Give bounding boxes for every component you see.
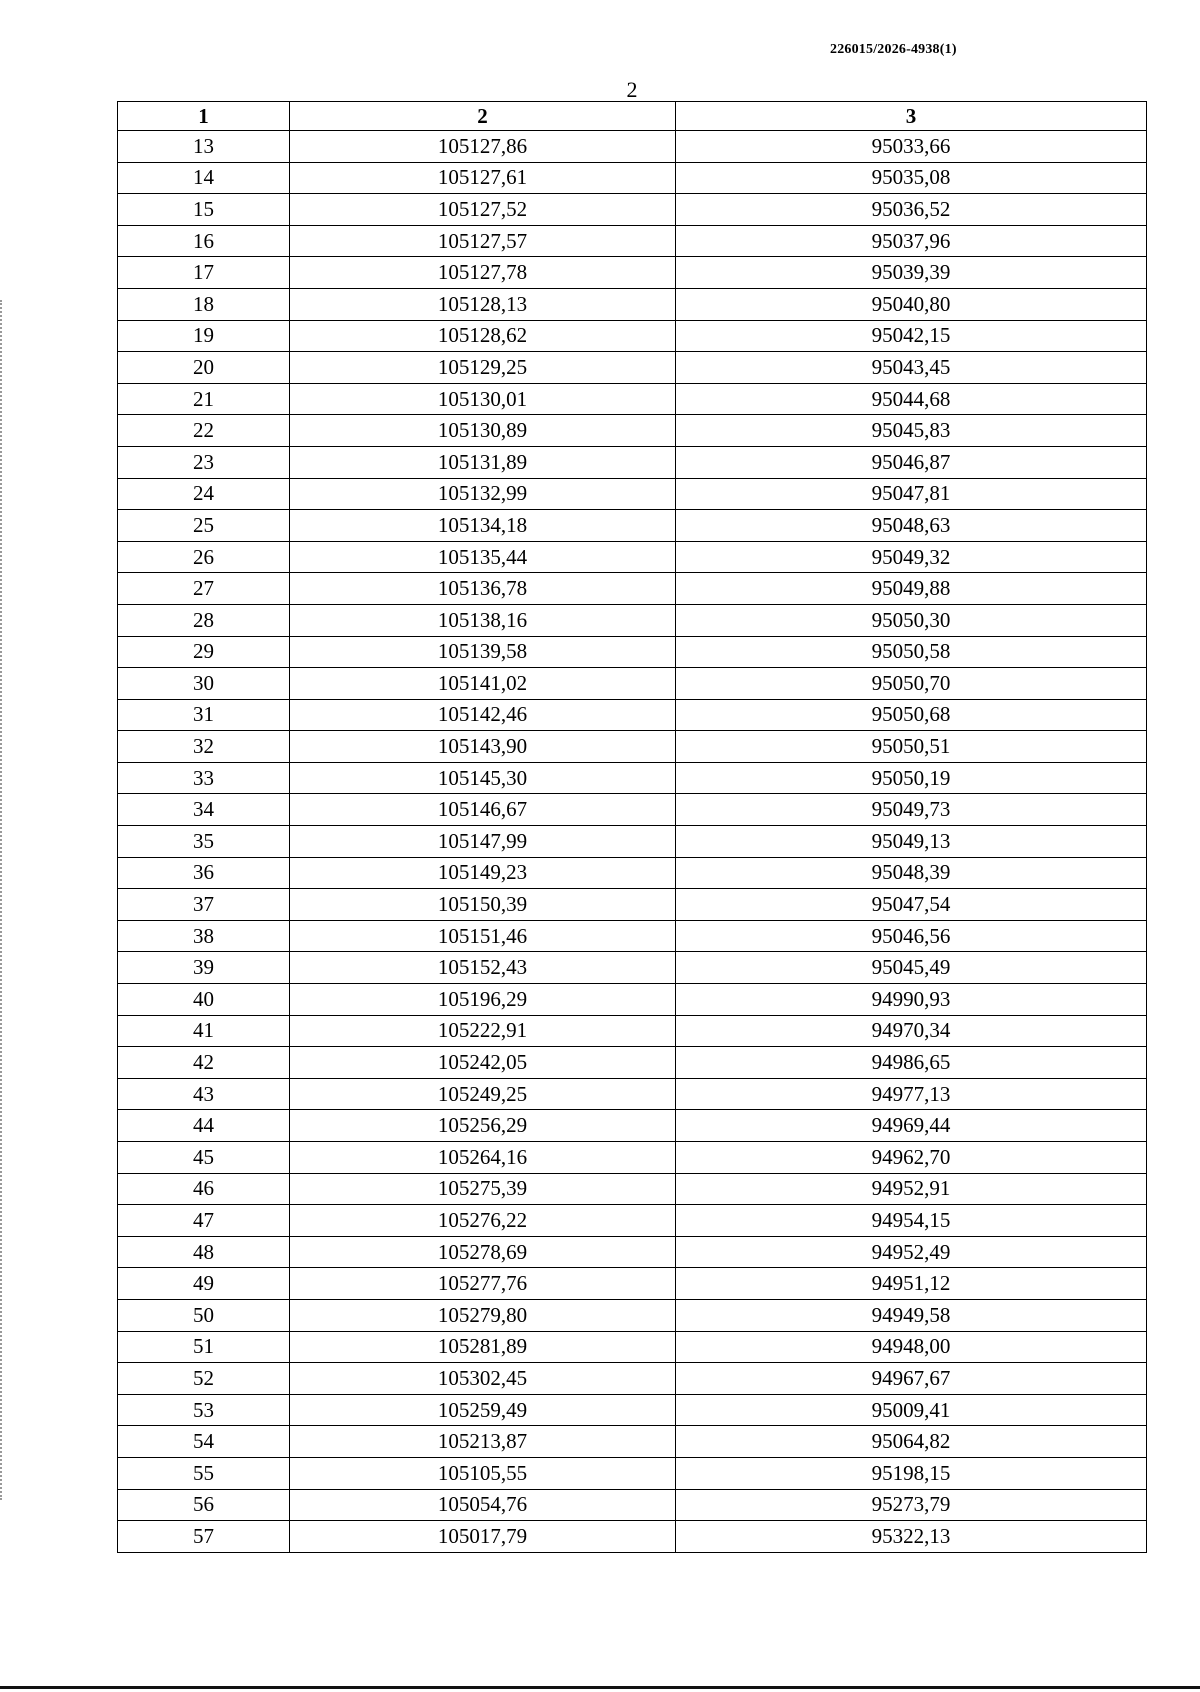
y-coordinate-cell: 95048,39 [676,857,1147,889]
x-coordinate-cell: 105242,05 [290,1047,676,1079]
page-number: 2 [626,77,638,102]
x-coordinate-cell: 105054,76 [290,1489,676,1521]
y-coordinate-cell: 95049,88 [676,573,1147,605]
y-coordinate-cell: 95049,13 [676,826,1147,858]
page-bottom-rule [0,1686,1200,1689]
point-number-cell: 36 [118,857,290,889]
x-coordinate-cell: 105277,76 [290,1268,676,1300]
table-row [118,194,1147,226]
point-number-cell: 51 [118,1331,290,1363]
table-row [118,1142,1147,1174]
y-coordinate-cell: 95050,70 [676,668,1147,700]
table-row [118,131,1147,163]
point-number-cell: 21 [118,383,290,415]
point-number-cell: 40 [118,984,290,1016]
y-coordinate-cell: 94970,34 [676,1015,1147,1047]
table-row [118,699,1147,731]
header-row [118,102,1147,131]
table-row [118,257,1147,289]
table-row [118,1268,1147,1300]
x-coordinate-cell: 105222,91 [290,1015,676,1047]
x-coordinate-cell: 105276,22 [290,1205,676,1237]
table-row [118,446,1147,478]
table-row [118,573,1147,605]
table-row [118,889,1147,921]
point-number-cell: 56 [118,1489,290,1521]
point-number-cell: 48 [118,1236,290,1268]
x-coordinate-cell: 105141,02 [290,668,676,700]
x-coordinate-cell: 105213,87 [290,1426,676,1458]
point-number-cell: 31 [118,699,290,731]
table-row [118,1047,1147,1079]
x-coordinate-cell: 105138,16 [290,604,676,636]
x-coordinate-cell: 105142,46 [290,699,676,731]
point-number-cell: 24 [118,478,290,510]
point-number-cell: 49 [118,1268,290,1300]
table-row [118,1299,1147,1331]
table-row [118,352,1147,384]
point-number-cell: 38 [118,920,290,952]
y-coordinate-cell: 94969,44 [676,1110,1147,1142]
table-row [118,826,1147,858]
x-coordinate-cell: 105127,52 [290,194,676,226]
table-row [118,1331,1147,1363]
y-coordinate-cell: 95043,45 [676,352,1147,384]
y-coordinate-cell: 95042,15 [676,320,1147,352]
table-row [118,288,1147,320]
x-coordinate-cell: 105135,44 [290,541,676,573]
x-coordinate-cell: 105127,86 [290,131,676,163]
x-coordinate-cell: 105130,89 [290,415,676,447]
x-coordinate-cell: 105128,13 [290,288,676,320]
y-coordinate-cell: 95035,08 [676,162,1147,194]
y-coordinate-cell: 95049,32 [676,541,1147,573]
table-row [118,1205,1147,1237]
coordinates-table [117,101,1147,1553]
table-row [118,1078,1147,1110]
table-row [118,415,1147,447]
y-coordinate-cell: 95050,68 [676,699,1147,731]
point-number-cell: 13 [118,131,290,163]
table-row [118,383,1147,415]
point-number-cell: 50 [118,1299,290,1331]
y-coordinate-cell: 95050,51 [676,731,1147,763]
x-coordinate-cell: 105130,01 [290,383,676,415]
table-header [118,102,1147,131]
table-row [118,1457,1147,1489]
x-coordinate-cell: 105129,25 [290,352,676,384]
column-header-1: 1 [118,102,290,131]
x-coordinate-cell: 105145,30 [290,762,676,794]
point-number-cell: 54 [118,1426,290,1458]
y-coordinate-cell: 95048,63 [676,510,1147,542]
point-number-cell: 18 [118,288,290,320]
table-row [118,984,1147,1016]
x-coordinate-cell: 105147,99 [290,826,676,858]
table-row [118,731,1147,763]
x-coordinate-cell: 105146,67 [290,794,676,826]
x-coordinate-cell: 105127,61 [290,162,676,194]
y-coordinate-cell: 94951,12 [676,1268,1147,1300]
y-coordinate-cell: 95322,13 [676,1521,1147,1553]
x-coordinate-cell: 105249,25 [290,1078,676,1110]
table-row [118,1426,1147,1458]
point-number-cell: 57 [118,1521,290,1553]
point-number-cell: 47 [118,1205,290,1237]
table-body [118,131,1147,1553]
y-coordinate-cell: 95047,54 [676,889,1147,921]
x-coordinate-cell: 105302,45 [290,1363,676,1395]
point-number-cell: 15 [118,194,290,226]
point-number-cell: 53 [118,1394,290,1426]
scan-edge-marks [0,300,4,1500]
x-coordinate-cell: 105196,29 [290,984,676,1016]
table-row [118,478,1147,510]
y-coordinate-cell: 95050,58 [676,636,1147,668]
x-coordinate-cell: 105105,55 [290,1457,676,1489]
y-coordinate-cell: 94952,49 [676,1236,1147,1268]
point-number-cell: 16 [118,225,290,257]
y-coordinate-cell: 95033,66 [676,131,1147,163]
point-number-cell: 45 [118,1142,290,1174]
y-coordinate-cell: 95036,52 [676,194,1147,226]
x-coordinate-cell: 105017,79 [290,1521,676,1553]
point-number-cell: 35 [118,826,290,858]
y-coordinate-cell: 94962,70 [676,1142,1147,1174]
point-number-cell: 43 [118,1078,290,1110]
x-coordinate-cell: 105278,69 [290,1236,676,1268]
y-coordinate-cell: 95049,73 [676,794,1147,826]
point-number-cell: 32 [118,731,290,763]
x-coordinate-cell: 105281,89 [290,1331,676,1363]
point-number-cell: 52 [118,1363,290,1395]
point-number-cell: 20 [118,352,290,384]
x-coordinate-cell: 105136,78 [290,573,676,605]
table-row [118,604,1147,636]
x-coordinate-cell: 105259,49 [290,1394,676,1426]
y-coordinate-cell: 94949,58 [676,1299,1147,1331]
x-coordinate-cell: 105134,18 [290,510,676,542]
x-coordinate-cell: 105143,90 [290,731,676,763]
point-number-cell: 27 [118,573,290,605]
column-header-2: 2 [290,102,676,131]
x-coordinate-cell: 105150,39 [290,889,676,921]
point-number-cell: 25 [118,510,290,542]
table-row [118,668,1147,700]
point-number-cell: 46 [118,1173,290,1205]
y-coordinate-cell: 95273,79 [676,1489,1147,1521]
point-number-cell: 33 [118,762,290,794]
y-coordinate-cell: 95046,56 [676,920,1147,952]
table-row [118,510,1147,542]
x-coordinate-cell: 105275,39 [290,1173,676,1205]
table-row [118,1521,1147,1553]
point-number-cell: 22 [118,415,290,447]
table-row [118,1236,1147,1268]
point-number-cell: 19 [118,320,290,352]
point-number-cell: 23 [118,446,290,478]
y-coordinate-cell: 95045,49 [676,952,1147,984]
x-coordinate-cell: 105149,23 [290,857,676,889]
x-coordinate-cell: 105152,43 [290,952,676,984]
point-number-cell: 37 [118,889,290,921]
point-number-cell: 29 [118,636,290,668]
table-row [118,920,1147,952]
y-coordinate-cell: 95046,87 [676,446,1147,478]
y-coordinate-cell: 95039,39 [676,257,1147,289]
y-coordinate-cell: 95050,30 [676,604,1147,636]
y-coordinate-cell: 94948,00 [676,1331,1147,1363]
point-number-cell: 28 [118,604,290,636]
x-coordinate-cell: 105279,80 [290,1299,676,1331]
x-coordinate-cell: 105127,57 [290,225,676,257]
y-coordinate-cell: 95064,82 [676,1426,1147,1458]
table-row [118,1110,1147,1142]
point-number-cell: 14 [118,162,290,194]
table-row [118,320,1147,352]
table-row [118,1394,1147,1426]
x-coordinate-cell: 105264,16 [290,1142,676,1174]
table-row [118,1015,1147,1047]
x-coordinate-cell: 105131,89 [290,446,676,478]
table-row [118,1173,1147,1205]
table-row [118,225,1147,257]
table-row [118,762,1147,794]
y-coordinate-cell: 94954,15 [676,1205,1147,1237]
x-coordinate-cell: 105139,58 [290,636,676,668]
x-coordinate-cell: 105151,46 [290,920,676,952]
y-coordinate-cell: 94986,65 [676,1047,1147,1079]
y-coordinate-cell: 95045,83 [676,415,1147,447]
table-row [118,952,1147,984]
point-number-cell: 39 [118,952,290,984]
y-coordinate-cell: 95044,68 [676,383,1147,415]
y-coordinate-cell: 94967,67 [676,1363,1147,1395]
point-number-cell: 17 [118,257,290,289]
y-coordinate-cell: 94977,13 [676,1078,1147,1110]
y-coordinate-cell: 95050,19 [676,762,1147,794]
y-coordinate-cell: 94952,91 [676,1173,1147,1205]
y-coordinate-cell: 95037,96 [676,225,1147,257]
y-coordinate-cell: 95040,80 [676,288,1147,320]
table-row [118,1363,1147,1395]
point-number-cell: 41 [118,1015,290,1047]
document-number: 226015/2026-4938(1) [830,42,957,57]
y-coordinate-cell: 95009,41 [676,1394,1147,1426]
table-row [118,857,1147,889]
x-coordinate-cell: 105132,99 [290,478,676,510]
y-coordinate-cell: 94990,93 [676,984,1147,1016]
x-coordinate-cell: 105128,62 [290,320,676,352]
point-number-cell: 26 [118,541,290,573]
point-number-cell: 30 [118,668,290,700]
table-row [118,1489,1147,1521]
point-number-cell: 34 [118,794,290,826]
x-coordinate-cell: 105256,29 [290,1110,676,1142]
point-number-cell: 42 [118,1047,290,1079]
y-coordinate-cell: 95198,15 [676,1457,1147,1489]
table-row [118,636,1147,668]
table-row [118,794,1147,826]
point-number-cell: 44 [118,1110,290,1142]
table-row [118,162,1147,194]
column-header-3: 3 [676,102,1147,131]
y-coordinate-cell: 95047,81 [676,478,1147,510]
point-number-cell: 55 [118,1457,290,1489]
table-row [118,541,1147,573]
x-coordinate-cell: 105127,78 [290,257,676,289]
